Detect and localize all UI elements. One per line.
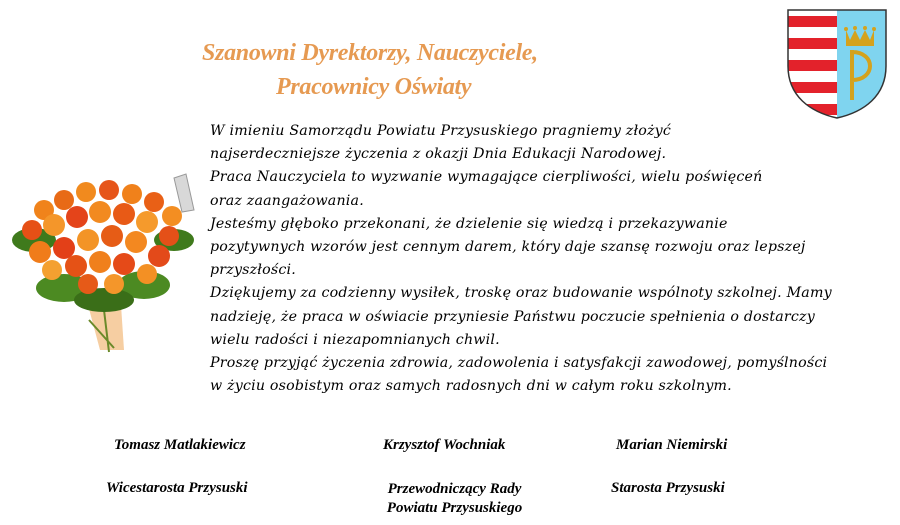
- body-line: wielu radości i niezapomnianych chwil.: [210, 331, 500, 348]
- signature-role-starost: Starosta Przysuski: [611, 480, 725, 496]
- body-line: najserdeczniejsze życzenia z okazji Dnia Edukacji Narodowej.: [210, 146, 667, 163]
- body-line: w życiu osobistym oraz samych radosnych dni w całym roku szkolnym.: [210, 378, 732, 395]
- body-line: Dziękujemy za codzienny wysiłek, troskę oraz budowanie wspólnoty szkolnej. Mamy: [210, 285, 832, 302]
- body-line: Jesteśmy głęboko przekonani, że dzielenie się wiedzą i przekazywanie: [210, 215, 728, 232]
- signature-role-line2: Powiatu Przysuskiego: [386, 500, 523, 516]
- body-line: W imieniu Samorządu Powiatu Przysuskiego pragniemy złożyć: [210, 123, 672, 139]
- rose-bouquet-icon: [4, 170, 204, 355]
- body-line: oraz zaangażowania.: [210, 192, 364, 209]
- signature-role-line1: Przewodniczący Rady: [387, 481, 522, 497]
- signature-role-vice-starost: Wicestarosta Przysuski: [106, 480, 248, 496]
- greeting-body: [210, 120, 850, 398]
- body-line: pozytywnych wzorów jest cennym darem, który daje szansę rozwoju oraz lepszej: [210, 239, 806, 256]
- signature-name-starost: Marian Niemirski: [616, 437, 728, 453]
- greeting-heading-line1: Szanowni Dyrektorzy, Nauczyciele,: [202, 40, 538, 66]
- greeting-heading-line2: Pracownicy Oświaty: [276, 74, 472, 100]
- signature-role-council-chair: [367, 480, 542, 518]
- body-line: Proszę przyjąć życzenia zdrowia, zadowolenia i satysfakcji zawodowej, pomyślności: [210, 355, 828, 372]
- body-line: przyszłości.: [210, 262, 296, 279]
- body-line: nadzieję, że praca w oświacie przyniesie Państwu poczucie spełnienia o dostarczy: [210, 308, 815, 325]
- signature-name-vice-starost: Tomasz Matlakiewicz: [114, 437, 246, 453]
- signature-name-council-chair: Krzysztof Wochniak: [383, 437, 506, 453]
- coat-of-arms-icon: [786, 8, 888, 120]
- body-line: Praca Nauczyciela to wyzwanie wymagające cierpliwości, wielu poświęceń: [210, 169, 763, 186]
